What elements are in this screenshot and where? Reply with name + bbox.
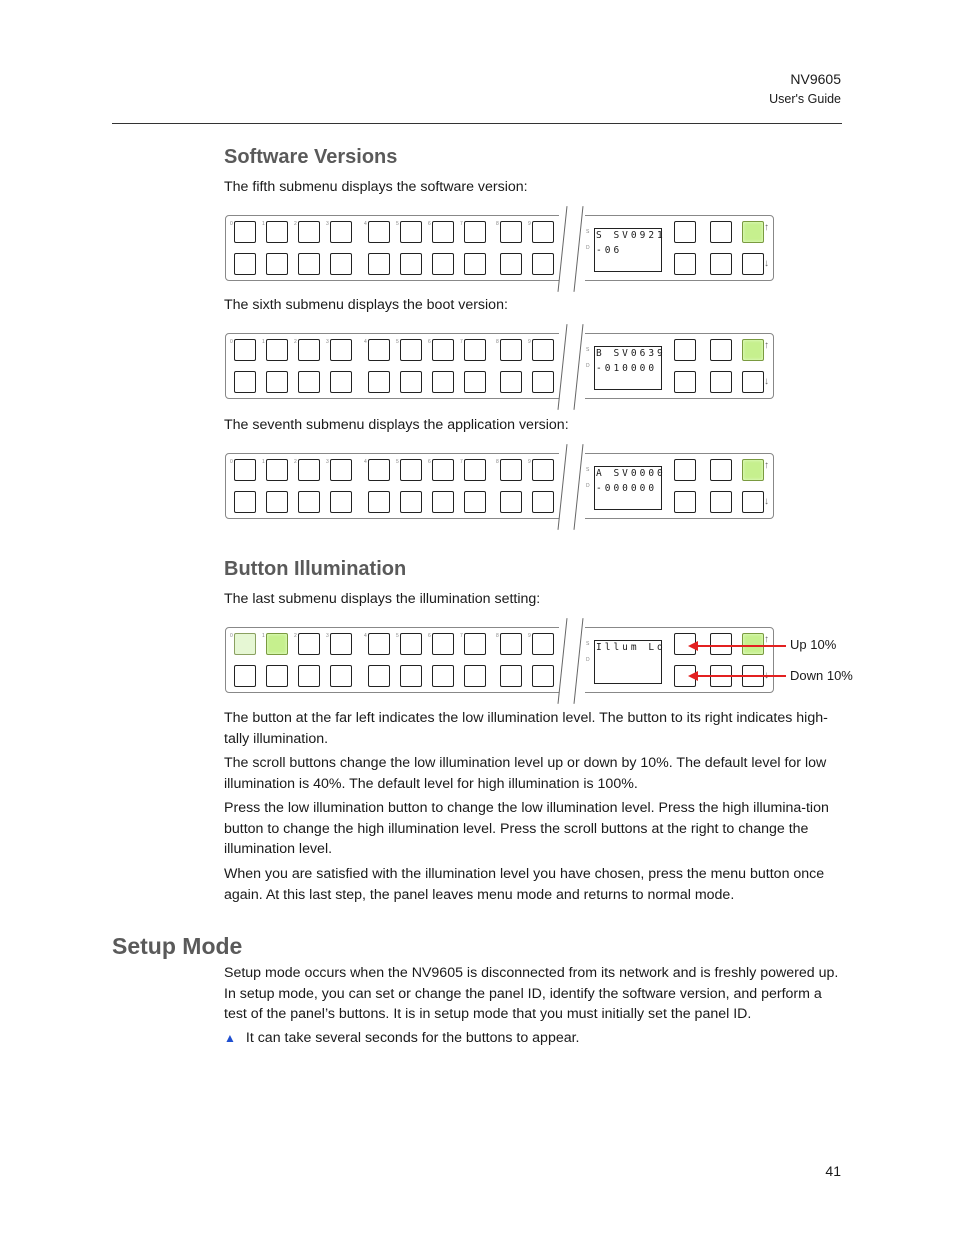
lcd-label-d: D bbox=[586, 245, 590, 251]
lcd-line-2: -000000 bbox=[596, 483, 658, 494]
panel-button-bottom[interactable] bbox=[368, 665, 390, 687]
button-number-label: 4 bbox=[364, 339, 367, 345]
panel-button-bottom[interactable] bbox=[532, 253, 554, 275]
button-number-label: 9 bbox=[528, 459, 531, 465]
setup-note bbox=[224, 1030, 580, 1046]
panel-button-bottom[interactable] bbox=[532, 371, 554, 393]
button-number-label: 7 bbox=[460, 633, 463, 639]
panel-button-top[interactable] bbox=[464, 633, 486, 655]
menu-button[interactable] bbox=[710, 459, 732, 481]
lcd-label-s: S bbox=[586, 229, 590, 235]
panel-button-top[interactable] bbox=[234, 221, 256, 243]
panel-diagram-illumination bbox=[225, 627, 774, 693]
lcd-display bbox=[594, 640, 666, 684]
scroll-down-arrow-icon: ↓ bbox=[764, 376, 769, 387]
panel-button-top[interactable] bbox=[368, 339, 390, 361]
panel-button-top[interactable] bbox=[368, 633, 390, 655]
button-number-label: 2 bbox=[294, 221, 297, 227]
menu-button[interactable] bbox=[674, 459, 696, 481]
button-number-label: 1 bbox=[262, 459, 265, 465]
scroll-up-arrow-icon: ↑ bbox=[764, 634, 769, 645]
button-number-label: 1 bbox=[262, 221, 265, 227]
lcd-label-d: D bbox=[586, 363, 590, 369]
illum-paragraph-1: The button at the far left indicates the low illumination level. The button to its right indicates high-tally illumination. bbox=[224, 710, 828, 747]
header-product: NV9605 bbox=[790, 71, 841, 87]
menu-button[interactable] bbox=[674, 221, 696, 243]
panel-button-top[interactable] bbox=[532, 221, 554, 243]
button-number-label: 0 bbox=[230, 459, 233, 465]
button-number-label: 1 bbox=[262, 339, 265, 345]
panel-button-bottom[interactable] bbox=[464, 371, 486, 393]
panel-button-top[interactable] bbox=[400, 221, 422, 243]
panel-button-top[interactable] bbox=[432, 221, 454, 243]
panel-button-top[interactable] bbox=[266, 221, 288, 243]
button-number-label: 9 bbox=[528, 221, 531, 227]
panel-button-bottom[interactable] bbox=[532, 491, 554, 513]
panel-button-top[interactable] bbox=[532, 339, 554, 361]
scroll-down-arrow-icon: ↓ bbox=[764, 496, 769, 507]
panel-button-bottom[interactable] bbox=[234, 253, 256, 275]
panel-button-bottom[interactable] bbox=[500, 491, 522, 513]
callout-up-label: Up 10% bbox=[790, 637, 837, 652]
setup-mode-paragraph: Setup mode occurs when the NV9605 is disconnected from its network and is freshly powered up. In setup mode, you can set or change the panel ID, identify the software version, and perform a test of the panel’s buttons. It is in setup mode that you must initially set the panel ID. bbox=[224, 965, 839, 1022]
panel-button-top[interactable] bbox=[432, 459, 454, 481]
panel-button-bottom[interactable] bbox=[400, 371, 422, 393]
button-number-label: 2 bbox=[294, 459, 297, 465]
panel-button-top[interactable] bbox=[464, 339, 486, 361]
menu-button[interactable] bbox=[674, 491, 696, 513]
lcd-line-1: B SV0639 bbox=[596, 348, 666, 359]
panel-button-bottom[interactable] bbox=[368, 371, 390, 393]
button-number-label: 3 bbox=[326, 221, 329, 227]
button-number-label: 4 bbox=[364, 633, 367, 639]
panel-button-bottom[interactable] bbox=[400, 665, 422, 687]
menu-button[interactable] bbox=[710, 633, 732, 655]
button-number-label: 4 bbox=[364, 459, 367, 465]
panel-button-bottom[interactable] bbox=[368, 491, 390, 513]
button-number-label: 8 bbox=[496, 339, 499, 345]
panel-button-bottom[interactable] bbox=[532, 665, 554, 687]
panel-button-top[interactable] bbox=[266, 633, 288, 655]
header-guide: User's Guide bbox=[769, 92, 841, 106]
button-number-label: 7 bbox=[460, 221, 463, 227]
header-divider bbox=[112, 123, 842, 124]
lcd-line-2: -06 bbox=[596, 245, 623, 256]
panel-button-bottom[interactable] bbox=[298, 253, 320, 275]
panel-button-top[interactable] bbox=[330, 339, 352, 361]
lcd-label-s: S bbox=[586, 347, 590, 353]
menu-button[interactable] bbox=[710, 221, 732, 243]
panel-button-bottom[interactable] bbox=[500, 253, 522, 275]
scroll-up-arrow-icon: ↑ bbox=[764, 222, 769, 233]
illum-paragraph-4: When you are satisfied with the illumination level you have chosen, press the menu button once again. At this last step, the panel leaves menu mode and returns to normal mode. bbox=[224, 866, 825, 903]
panel-button-bottom[interactable] bbox=[298, 371, 320, 393]
menu-button[interactable] bbox=[710, 253, 732, 275]
panel-button-top[interactable] bbox=[234, 339, 256, 361]
panel-button-bottom[interactable] bbox=[330, 665, 352, 687]
warning-triangle-icon: ▲ bbox=[224, 1031, 236, 1045]
lcd-line-1: S SV0921 bbox=[596, 230, 666, 241]
panel-button-top[interactable] bbox=[330, 459, 352, 481]
panel-diagram-software bbox=[225, 215, 774, 281]
software-versions-heading: Software Versions bbox=[224, 146, 398, 168]
panel-button-top[interactable] bbox=[400, 339, 422, 361]
panel-button-top[interactable] bbox=[368, 459, 390, 481]
panel-button-top[interactable] bbox=[298, 633, 320, 655]
scroll-up-button[interactable] bbox=[742, 339, 764, 361]
scroll-down-button[interactable] bbox=[742, 371, 764, 393]
button-number-label: 6 bbox=[428, 633, 431, 639]
menu-button[interactable] bbox=[710, 371, 732, 393]
button-number-label: 0 bbox=[230, 633, 233, 639]
fifth-submenu-text: The fifth submenu displays the software version: bbox=[224, 179, 528, 195]
panel-button-bottom[interactable] bbox=[234, 371, 256, 393]
panel-diagram-application bbox=[225, 453, 774, 519]
panel-button-top[interactable] bbox=[400, 459, 422, 481]
panel-button-bottom[interactable] bbox=[464, 491, 486, 513]
scroll-down-arrow-icon: ↓ bbox=[764, 258, 769, 269]
panel-button-top[interactable] bbox=[500, 633, 522, 655]
panel-button-bottom[interactable] bbox=[500, 665, 522, 687]
lcd-display bbox=[594, 228, 666, 272]
menu-button[interactable] bbox=[674, 339, 696, 361]
panel-button-bottom[interactable] bbox=[266, 371, 288, 393]
panel-button-top[interactable] bbox=[500, 339, 522, 361]
panel-button-top[interactable] bbox=[532, 459, 554, 481]
button-number-label: 6 bbox=[428, 459, 431, 465]
panel-button-top[interactable] bbox=[368, 221, 390, 243]
setup-note-text: It can take several seconds for the buttons to appear. bbox=[245, 1030, 580, 1046]
lcd-label-d: D bbox=[586, 483, 590, 489]
panel-button-bottom[interactable] bbox=[234, 491, 256, 513]
menu-button[interactable] bbox=[710, 339, 732, 361]
lcd-line-1: Illum Lo bbox=[596, 642, 666, 653]
panel-button-top[interactable] bbox=[432, 633, 454, 655]
button-number-label: 5 bbox=[396, 221, 399, 227]
panel-button-bottom[interactable] bbox=[400, 253, 422, 275]
panel-button-top[interactable] bbox=[234, 459, 256, 481]
lcd-line-1: A SV0000 bbox=[596, 468, 666, 479]
button-number-label: 9 bbox=[528, 339, 531, 345]
scroll-up-button[interactable] bbox=[742, 459, 764, 481]
panel-button-bottom[interactable] bbox=[400, 491, 422, 513]
panel-button-top[interactable] bbox=[500, 221, 522, 243]
button-number-label: 2 bbox=[294, 339, 297, 345]
panel-button-top[interactable] bbox=[266, 339, 288, 361]
scroll-up-button[interactable] bbox=[742, 633, 764, 655]
panel-button-bottom[interactable] bbox=[432, 665, 454, 687]
button-number-label: 7 bbox=[460, 459, 463, 465]
panel-button-bottom[interactable] bbox=[298, 491, 320, 513]
callout-up-arrow bbox=[688, 641, 698, 651]
menu-button[interactable] bbox=[674, 371, 696, 393]
panel-button-top[interactable] bbox=[464, 459, 486, 481]
lcd-display bbox=[594, 346, 666, 390]
lcd-label-d: D bbox=[586, 657, 590, 663]
illum-paragraph-3: Press the low illumination button to change the low illumination level. Press the high illumina-tion button to change the high illumination level. Press the scroll buttons at the right to change the illumination level. bbox=[224, 800, 829, 857]
panel-button-bottom[interactable] bbox=[368, 253, 390, 275]
panel-button-bottom[interactable] bbox=[266, 665, 288, 687]
button-number-label: 2 bbox=[294, 633, 297, 639]
scroll-up-arrow-icon: ↑ bbox=[764, 340, 769, 351]
panel-button-bottom[interactable] bbox=[464, 253, 486, 275]
callout-down-label: Down 10% bbox=[790, 668, 853, 683]
scroll-up-arrow-icon: ↑ bbox=[764, 460, 769, 471]
button-number-label: 9 bbox=[528, 633, 531, 639]
panel-button-bottom[interactable] bbox=[266, 253, 288, 275]
panel-button-top[interactable] bbox=[298, 339, 320, 361]
panel-button-bottom[interactable] bbox=[432, 371, 454, 393]
setup-mode-heading: Setup Mode bbox=[112, 933, 243, 959]
callout-down-arrow bbox=[688, 671, 698, 681]
panel-button-top[interactable] bbox=[464, 221, 486, 243]
page-number: 41 bbox=[825, 1163, 841, 1179]
panel-button-bottom[interactable] bbox=[500, 371, 522, 393]
panel-button-bottom[interactable] bbox=[330, 253, 352, 275]
panel-button-bottom[interactable] bbox=[266, 491, 288, 513]
panel-button-top[interactable] bbox=[500, 459, 522, 481]
button-number-label: 1 bbox=[262, 633, 265, 639]
panel-button-bottom[interactable] bbox=[464, 665, 486, 687]
panel-button-top[interactable] bbox=[298, 459, 320, 481]
panel-button-bottom[interactable] bbox=[432, 253, 454, 275]
last-submenu-text: The last submenu displays the illumination setting: bbox=[224, 591, 541, 607]
button-number-label: 0 bbox=[230, 221, 233, 227]
menu-button[interactable] bbox=[710, 491, 732, 513]
panel-button-bottom[interactable] bbox=[330, 491, 352, 513]
button-number-label: 3 bbox=[326, 633, 329, 639]
lcd-display bbox=[594, 466, 666, 510]
button-number-label: 8 bbox=[496, 633, 499, 639]
illum-paragraph-2: The scroll buttons change the low illumination level up or down by 10%. The default level for low illumination is 40%. The default level for high illumination is 100%. bbox=[224, 755, 827, 792]
button-number-label: 6 bbox=[428, 221, 431, 227]
panel-button-top[interactable] bbox=[400, 633, 422, 655]
button-number-label: 3 bbox=[326, 339, 329, 345]
panel-button-top[interactable] bbox=[298, 221, 320, 243]
button-number-label: 4 bbox=[364, 221, 367, 227]
panel-button-top[interactable] bbox=[266, 459, 288, 481]
panel-button-top[interactable] bbox=[432, 339, 454, 361]
panel-diagram-boot bbox=[225, 333, 774, 399]
lcd-line-2: -010000 bbox=[596, 363, 658, 374]
button-number-label: 6 bbox=[428, 339, 431, 345]
button-number-label: 5 bbox=[396, 459, 399, 465]
button-number-label: 5 bbox=[396, 633, 399, 639]
lcd-label-s: S bbox=[586, 641, 590, 647]
callout-up-line bbox=[697, 645, 786, 647]
button-number-label: 5 bbox=[396, 339, 399, 345]
sixth-submenu-text: The sixth submenu displays the boot version: bbox=[224, 297, 508, 313]
scroll-down-button[interactable] bbox=[742, 491, 764, 513]
button-number-label: 3 bbox=[326, 459, 329, 465]
seventh-submenu-text: The seventh submenu displays the application version: bbox=[224, 417, 569, 433]
menu-button[interactable] bbox=[674, 253, 696, 275]
scroll-up-button[interactable] bbox=[742, 221, 764, 243]
panel-button-bottom[interactable] bbox=[298, 665, 320, 687]
callout-down-line bbox=[697, 675, 786, 677]
panel-button-top[interactable] bbox=[330, 221, 352, 243]
panel-button-bottom[interactable] bbox=[432, 491, 454, 513]
panel-button-top[interactable] bbox=[234, 633, 256, 655]
panel-button-bottom[interactable] bbox=[234, 665, 256, 687]
panel-button-top[interactable] bbox=[330, 633, 352, 655]
lcd-label-s: S bbox=[586, 467, 590, 473]
button-number-label: 8 bbox=[496, 221, 499, 227]
panel-button-top[interactable] bbox=[532, 633, 554, 655]
button-number-label: 7 bbox=[460, 339, 463, 345]
button-illumination-heading: Button Illumination bbox=[224, 558, 407, 580]
panel-button-bottom[interactable] bbox=[330, 371, 352, 393]
button-number-label: 8 bbox=[496, 459, 499, 465]
scroll-down-button[interactable] bbox=[742, 253, 764, 275]
button-number-label: 0 bbox=[230, 339, 233, 345]
